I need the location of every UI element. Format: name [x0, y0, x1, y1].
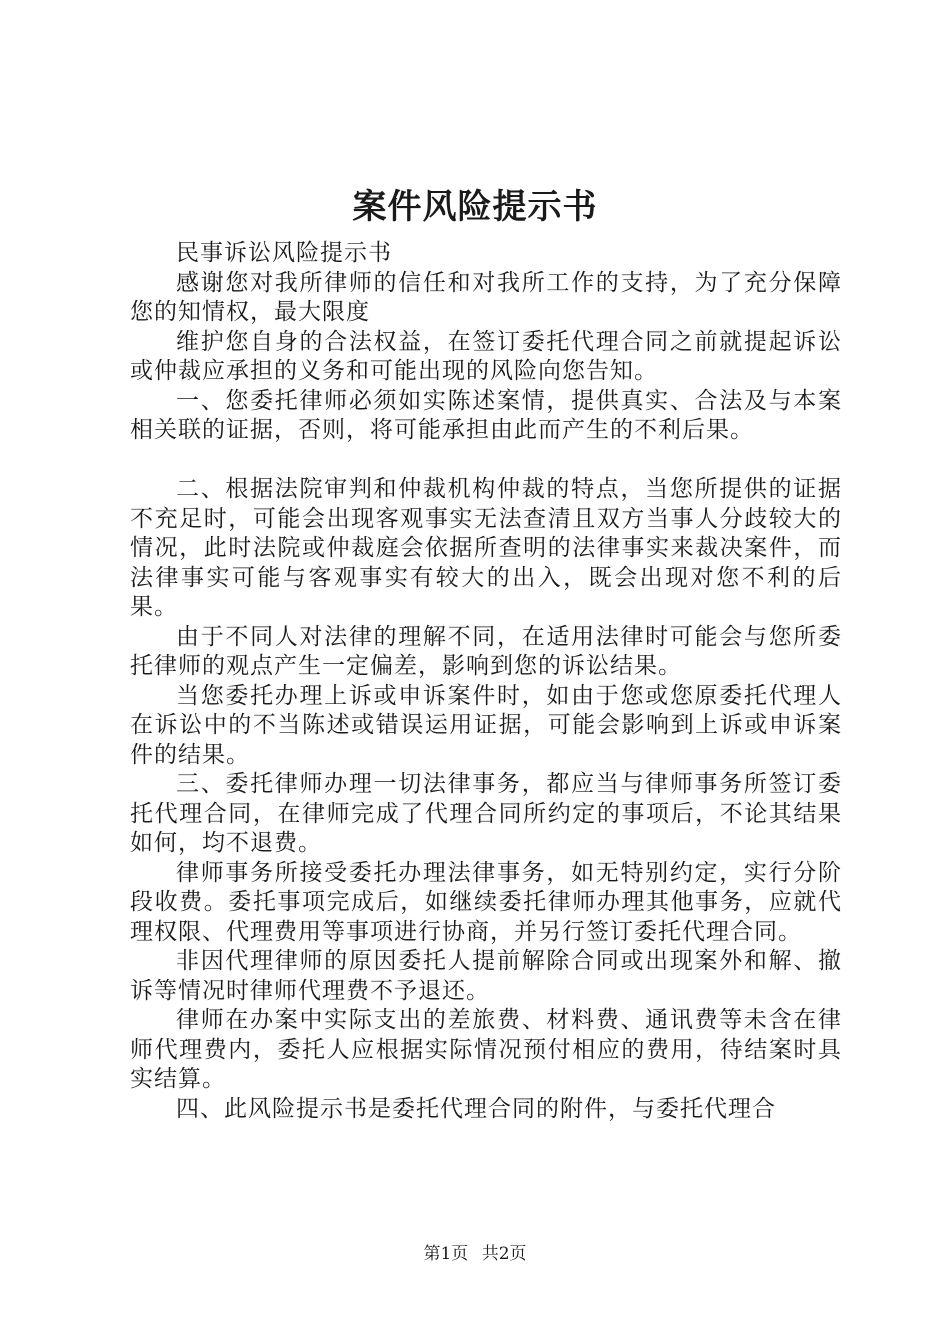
paragraph: 二、根据法院审判和仲裁机构仲裁的特点，当您所提供的证据不充足时，可能会出现客观事实无法查清且双方当事人分歧较大的情况，此时法院或仲裁庭会依据所查明的法律事实来裁决案件，而法律事实可能与客观事实有较大的出入，既会出现对您不利的后果。 — [130, 476, 842, 620]
paragraph: 律师在办案中实际支出的差旅费、材料费、通讯费等未含在律师代理费内，委托人应根据实际情况预付相应的费用，待结案时具实结算。 — [130, 1007, 842, 1092]
page-number: 第1页 — [423, 1244, 469, 1264]
document-title: 案件风险提示书 — [352, 187, 598, 227]
paragraph: 维护您自身的合法权益，在签订委托代理合同之前就提起诉讼或仲裁应承担的义务和可能出现的风险向您告知。 — [130, 328, 842, 384]
page-footer — [0, 1242, 950, 1266]
paragraph: 当您委托办理上诉或申诉案件时，如由于您或您原委托代理人在诉讼中的不当陈述或错误运用证据，可能会影响到上诉或申诉案件的结果。 — [130, 682, 842, 768]
paragraph: 感谢您对我所律师的信任和对我所工作的支持，为了充分保障您的知情权，最大限度 — [130, 269, 842, 325]
paragraph: 律师事务所接受委托办理法律事务，如无特别约定，实行分阶段收费。委托事项完成后，如继续委托律师办理其他事务，应就代理权限、代理费用等事项进行协商，并另行签订委托代理合同。 — [130, 859, 842, 945]
paragraph: 四、此风险提示书是委托代理合同的附件，与委托代理合 — [176, 1095, 776, 1122]
paragraph: 由于不同人对法律的理解不同，在适用法律时可能会与您所委托律师的观点产生一定偏差，影响到您的诉讼结果。 — [130, 623, 842, 679]
paragraph: 非因代理律师的原因委托人提前解除合同或出现案外和解、撤诉等情况时律师代理费不予退还。 — [130, 948, 842, 1004]
paragraph: 一、您委托律师必须如实陈述案情，提供真实、合法及与本案相关联的证据，否则，将可能承担由此而产生的不利后果。 — [130, 387, 842, 443]
paragraph-heading: 民事诉讼风险提示书 — [176, 240, 392, 266]
document-body — [130, 239, 842, 1124]
paragraph: 三、委托律师办理一切法律事务，都应当与律师事务所签订委托代理合同，在律师完成了代理合同所约定的事项后，不论其结果如何，均不退费。 — [130, 771, 842, 856]
page-total: 共2页 — [481, 1244, 527, 1264]
